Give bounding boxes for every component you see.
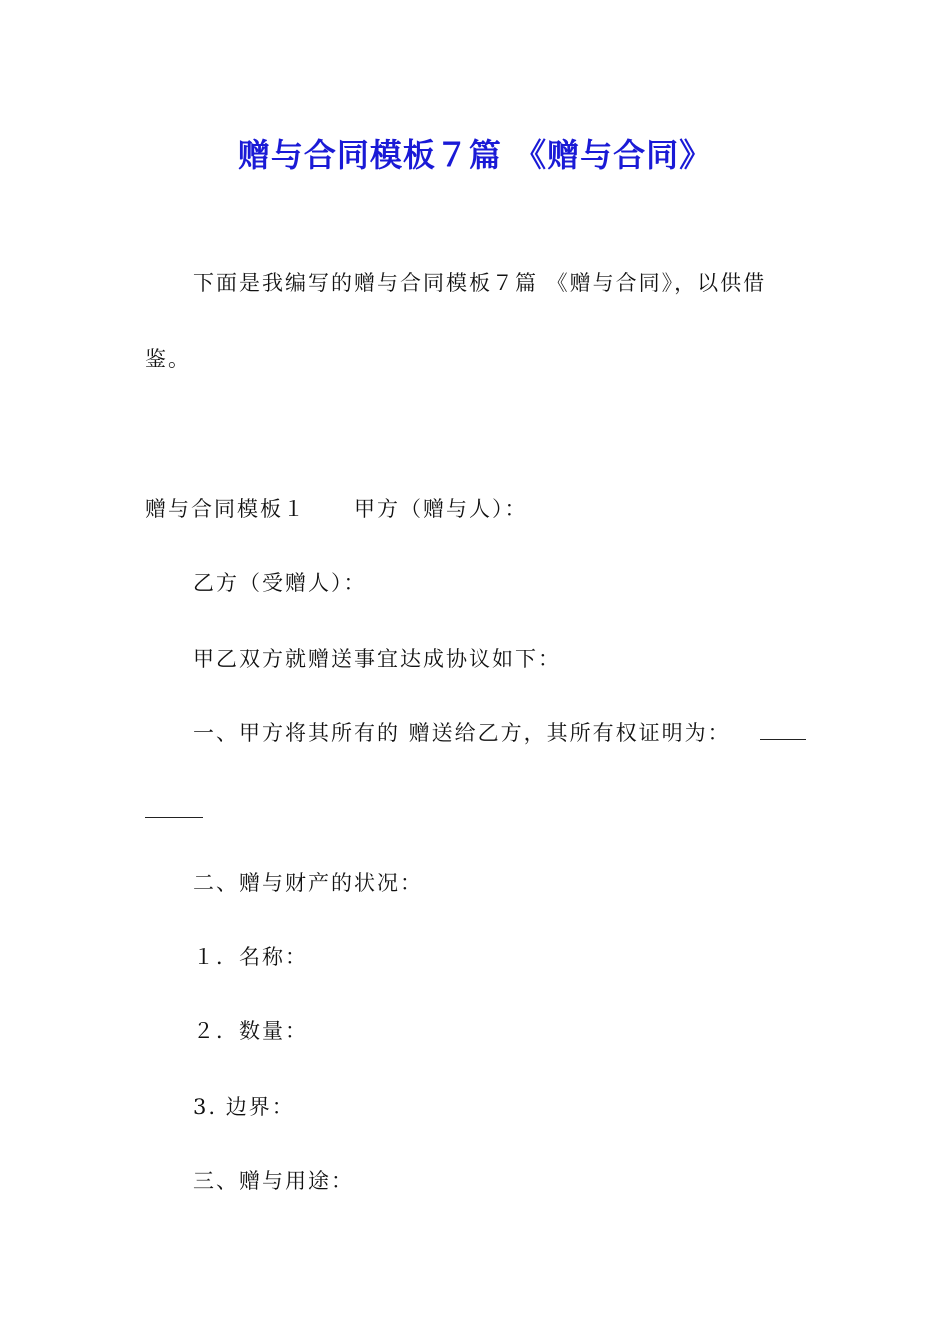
- party-b-label: 乙方（受赠人）：: [193, 571, 367, 595]
- agreement-statement: 甲乙双方就赠送事宜达成协议如下：: [193, 647, 561, 671]
- clause-2: 二、赠与财产的状况：: [193, 871, 423, 895]
- document-title: 赠与合同模板７篇 《赠与合同》: [237, 136, 713, 174]
- clause-3: 三、赠与用途：: [193, 1169, 354, 1193]
- clause-1: 一、甲方将其所有的 赠送给乙方，其所有权证明为：: [193, 721, 731, 745]
- item-quantity: ２．数量：: [193, 1019, 308, 1043]
- clause-1-blank-line: [760, 739, 806, 740]
- party-a-label: 甲方（赠与人）：: [354, 497, 528, 521]
- template-1-heading-line: [145, 494, 528, 524]
- intro-line-2: 鉴。: [145, 347, 191, 371]
- item-name: １．名称：: [193, 945, 308, 969]
- clause-1-blank-line-continued: [145, 817, 203, 818]
- template-1-heading: 赠与合同模板１: [145, 497, 306, 521]
- intro-line-1: 下面是我编写的赠与合同模板７篇 《赠与合同》，以供借: [193, 271, 767, 295]
- item-boundary: 3. 边界：: [193, 1095, 295, 1119]
